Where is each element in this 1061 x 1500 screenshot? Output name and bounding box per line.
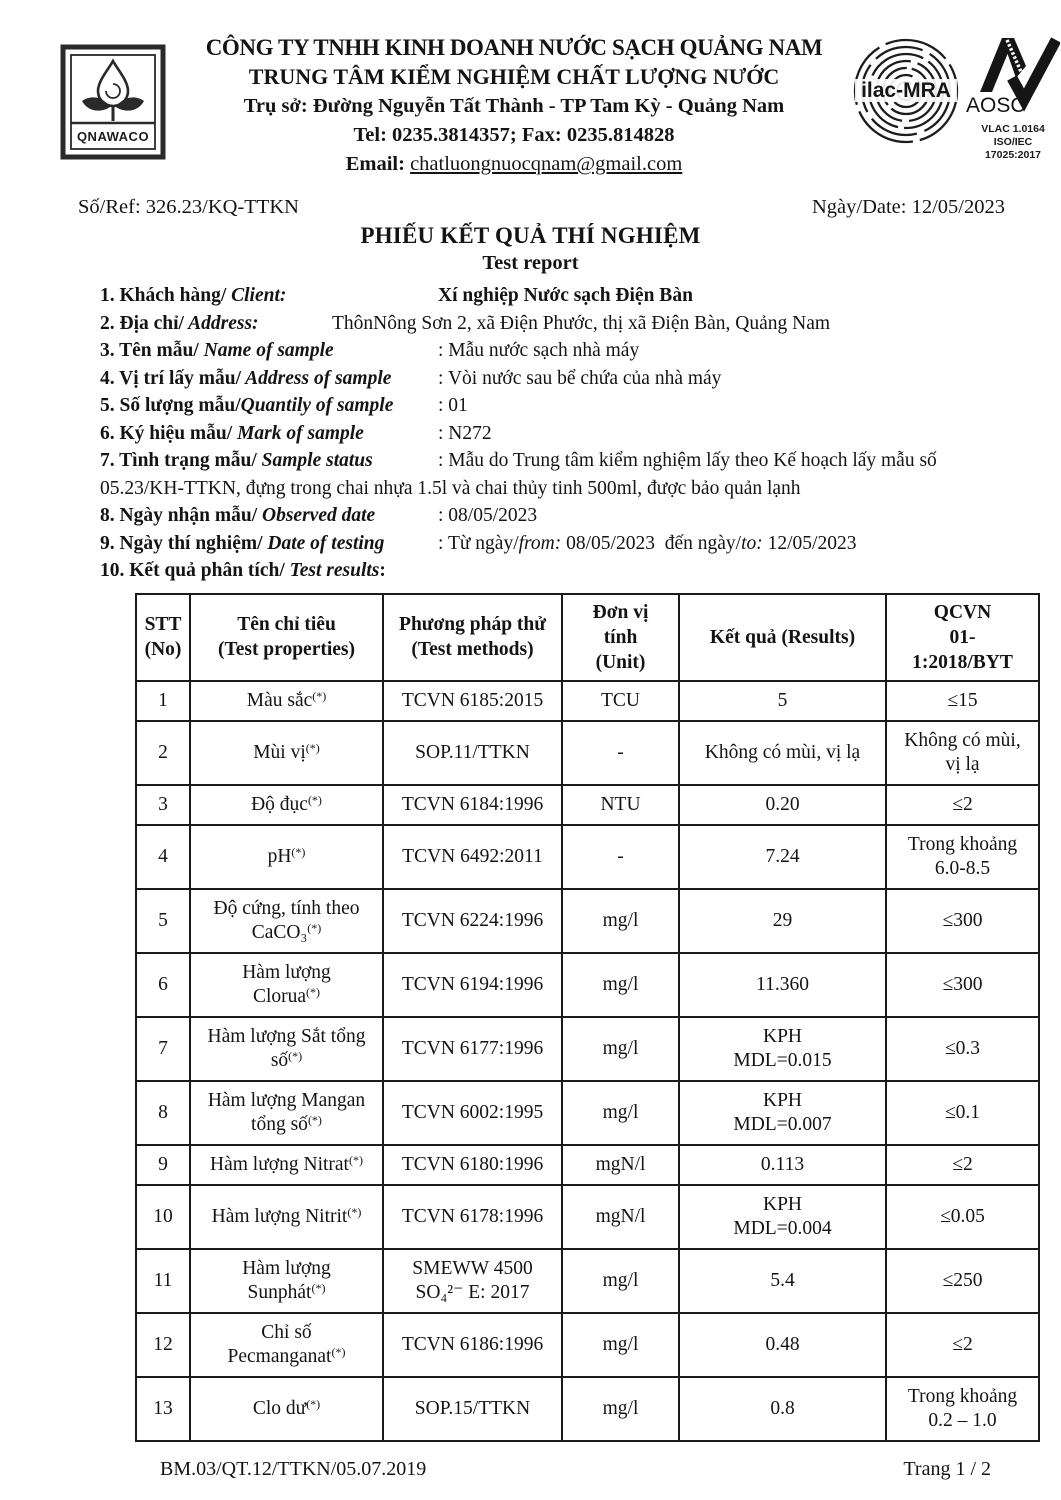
- cell-limit: ≤2: [886, 785, 1039, 825]
- cell-test-property: pH(*): [190, 825, 383, 889]
- cell-result: KPH MDL=0.004: [679, 1185, 886, 1249]
- cell-unit: mg/l: [562, 889, 679, 953]
- col-header-result: Kết quả (Results): [679, 594, 886, 681]
- company-name: CÔNG TY TNHH KINH DOANH NƯỚC SẠCH QUẢNG NAM: [205, 35, 823, 60]
- cell-stt: 5: [136, 889, 190, 953]
- ref-date-row: [0, 182, 1061, 219]
- cell-stt: 7: [136, 1017, 190, 1081]
- field-client: 1. Khách hàng/ Client: Xí nghiệp Nước sạch Điện Bàn: [100, 285, 693, 306]
- ilac-mra-stamp-icon: [851, 36, 961, 148]
- telfax-line: Tel: 0235.3814357; Fax: 0235.814828: [353, 124, 675, 146]
- cell-test-property: Độ đục(*): [190, 785, 383, 825]
- table-row: [136, 889, 1039, 953]
- cell-test-property: Chỉ số Pecmanganat(*): [190, 1313, 383, 1377]
- results-table: [135, 593, 1040, 1442]
- cell-stt: 10: [136, 1185, 190, 1249]
- cell-unit: TCU: [562, 681, 679, 721]
- table-header-row: [136, 594, 1039, 681]
- cell-test-method: SOP.11/TTKN: [383, 721, 562, 785]
- field-observed-date: 8. Ngày nhận mẫu/ Observed date : 08/05/2023: [100, 505, 538, 526]
- cell-limit: ≤15: [886, 681, 1039, 721]
- cell-unit: NTU: [562, 785, 679, 825]
- cell-result: 11.360: [679, 953, 886, 1017]
- cell-unit: mg/l: [562, 1081, 679, 1145]
- form-code: BM.03/QT.12/TTKN/05.07.2019: [160, 1457, 427, 1480]
- cell-stt: 6: [136, 953, 190, 1017]
- cell-test-property: Mùi vị(*): [190, 721, 383, 785]
- center-name: TRUNG TÂM KIỂM NGHIỆM CHẤT LƯỢNG NƯỚC: [248, 64, 780, 89]
- cell-test-method: TCVN 6186:1996: [383, 1313, 562, 1377]
- cell-stt: 8: [136, 1081, 190, 1145]
- field-test-results: 10. Kết quả phân tích/ Test results:: [100, 560, 386, 581]
- cell-test-property: Hàm lượng Nitrit(*): [190, 1185, 383, 1249]
- aosc-logo: [966, 30, 1060, 162]
- cell-limit: Trong khoảng 6.0-8.5: [886, 825, 1039, 889]
- email-line: [183, 150, 845, 179]
- table-row: [136, 1377, 1039, 1441]
- cell-stt: 2: [136, 721, 190, 785]
- letterhead-text: [183, 33, 845, 179]
- cell-test-method: TCVN 6194:1996: [383, 953, 562, 1017]
- col-header-test-method: Phương pháp thử (Test methods): [383, 594, 562, 681]
- field-sample-address: 4. Vị trí lấy mẫu/ Address of sample : Vòi nước sau bể chứa của nhà máy: [100, 367, 722, 389]
- table-row: [136, 1185, 1039, 1249]
- page-number: Trang 1 / 2: [903, 1457, 991, 1480]
- cell-limit: ≤0.05: [886, 1185, 1039, 1249]
- cell-test-method: TCVN 6224:1996: [383, 889, 562, 953]
- cell-limit: ≤2: [886, 1313, 1039, 1377]
- field-sample-quantity: 5. Số lượng mẫu/Quantily of sample : 01: [100, 395, 468, 416]
- qnawaco-logo: [60, 44, 166, 160]
- cell-result: 5.4: [679, 1249, 886, 1313]
- cell-stt: 13: [136, 1377, 190, 1441]
- ref-number: Số/Ref: 326.23/KQ-TTKN: [78, 196, 299, 218]
- cell-result: Không có mùi, vị lạ: [679, 721, 886, 785]
- table-row: [136, 1313, 1039, 1377]
- cell-test-property: Hàm lượng Clorua(*): [190, 953, 383, 1017]
- cell-limit: ≤250: [886, 1249, 1039, 1313]
- leaf-left-icon: [82, 97, 110, 110]
- table-row: [136, 953, 1039, 1017]
- cell-test-method: SMEWW 4500 SO₄²⁻ E: 2017: [383, 1249, 562, 1313]
- cell-result: 0.113: [679, 1145, 886, 1185]
- field-sample-name: 3. Tên mẫu/ Name of sample : Mẫu nước sạch nhà máy: [100, 340, 640, 361]
- cell-test-method: TCVN 6184:1996: [383, 785, 562, 825]
- col-header-unit: Đơn vị tính (Unit): [562, 594, 679, 681]
- cell-limit: ≤0.3: [886, 1017, 1039, 1081]
- iso-standard: ISO/IEC 17025:2017: [984, 136, 1042, 161]
- report-subtitle: Test report: [482, 252, 579, 274]
- cell-limit: Không có mùi, vị lạ: [886, 721, 1039, 785]
- cell-test-property: Độ cứng, tính theo CaCO₃(*): [190, 889, 383, 953]
- cell-test-method: TCVN 6002:1995: [383, 1081, 562, 1145]
- table-row: [136, 825, 1039, 889]
- cell-result: 0.8: [679, 1377, 886, 1441]
- aosc-text: AOSC: [966, 94, 1026, 117]
- cell-limit: ≤0.1: [886, 1081, 1039, 1145]
- cell-result: KPH MDL=0.015: [679, 1017, 886, 1081]
- cell-test-property: Hàm lượng Nitrat(*): [190, 1145, 383, 1185]
- cell-unit: -: [562, 825, 679, 889]
- cell-test-method: TCVN 6177:1996: [383, 1017, 562, 1081]
- cell-test-method: TCVN 6180:1996: [383, 1145, 562, 1185]
- cell-limit: ≤300: [886, 889, 1039, 953]
- table-row: [136, 785, 1039, 825]
- cell-unit: mgN/l: [562, 1185, 679, 1249]
- email-label: Email:: [345, 153, 405, 175]
- cell-stt: 12: [136, 1313, 190, 1377]
- cell-test-method: SOP.15/TTKN: [383, 1377, 562, 1441]
- cell-unit: mg/l: [562, 1377, 679, 1441]
- address-line: Trụ sở: Đường Nguyễn Tất Thành - TP Tam Kỳ - Quảng Nam: [243, 95, 785, 117]
- cell-unit: mg/l: [562, 1313, 679, 1377]
- cell-result: 5: [679, 681, 886, 721]
- logo-text: QNAWACO: [76, 129, 150, 144]
- field-testing-date: 9. Ngày thí nghiệm/ Date of testing : Từ ngày/from: 08/05/2023 đến ngày/to: 12/05/2023: [100, 532, 857, 554]
- table-row: [136, 1145, 1039, 1185]
- aosc-mark-icon: [966, 30, 1060, 118]
- cell-unit: mg/l: [562, 953, 679, 1017]
- cell-unit: -: [562, 721, 679, 785]
- cell-limit: ≤2: [886, 1145, 1039, 1185]
- cell-stt: 11: [136, 1249, 190, 1313]
- field-address: 2. Địa chỉ/ Address: ThônNông Sơn 2, xã Điện Phước, thị xã Điện Bàn, Quảng Nam: [100, 312, 831, 334]
- cell-test-method: TCVN 6492:2011: [383, 825, 562, 889]
- field-sample-status: 7. Tình trạng mẫu/ Sample status : Mẫu do Trung tâm kiểm nghiệm lấy theo Kế hoạch lấy mẫu số 05.23/KH-TTKN, đựng trong chai nhựa 1.5l và chai thủy tinh 500ml, được bảo quản lạnh: [100, 450, 942, 499]
- cell-unit: mg/l: [562, 1249, 679, 1313]
- cell-stt: 4: [136, 825, 190, 889]
- cell-result: KPH MDL=0.007: [679, 1081, 886, 1145]
- table-row: [136, 1017, 1039, 1081]
- cell-test-method: TCVN 6178:1996: [383, 1185, 562, 1249]
- cell-stt: 1: [136, 681, 190, 721]
- vlac-number: VLAC 1.0164: [981, 123, 1045, 135]
- col-header-test-property: Tên chỉ tiêu (Test properties): [190, 594, 383, 681]
- cell-result: 0.48: [679, 1313, 886, 1377]
- table-row: [136, 1249, 1039, 1313]
- cell-unit: mgN/l: [562, 1145, 679, 1185]
- email-address: chatluongnuocqnam@gmail.com: [410, 153, 683, 175]
- page-footer: [160, 1458, 991, 1481]
- results-tbody: [136, 681, 1039, 1441]
- cell-test-property: Hàm lượng Mangan tổng số(*): [190, 1081, 383, 1145]
- cell-result: 29: [679, 889, 886, 953]
- cell-result: 0.20: [679, 785, 886, 825]
- col-header-limit: QCVN 01- 1:2018/BYT: [886, 594, 1039, 681]
- table-row: [136, 681, 1039, 721]
- report-date: Ngày/Date: 12/05/2023: [811, 196, 1005, 218]
- cell-unit: mg/l: [562, 1017, 679, 1081]
- cell-limit: Trong khoảng 0.2 – 1.0: [886, 1377, 1039, 1441]
- ilac-stamp-text: ilac-MRA: [861, 79, 951, 102]
- cell-test-property: Hàm lượng Sunphát(*): [190, 1249, 383, 1313]
- report-fields: [100, 282, 999, 585]
- report-title: PHIẾU KẾT QUẢ THÍ NGHIỆM: [360, 223, 701, 248]
- cell-stt: 9: [136, 1145, 190, 1185]
- table-row: [136, 1081, 1039, 1145]
- table-row: [136, 721, 1039, 785]
- col-header-stt: STT (No): [136, 594, 190, 681]
- letterhead: [0, 0, 1061, 182]
- cell-test-property: Màu sắc(*): [190, 681, 383, 721]
- leaf-right-icon: [116, 97, 144, 110]
- cell-test-property: Hàm lượng Sắt tổng số(*): [190, 1017, 383, 1081]
- cell-limit: ≤300: [886, 953, 1039, 1017]
- cell-stt: 3: [136, 785, 190, 825]
- cell-result: 7.24: [679, 825, 886, 889]
- field-sample-mark: 6. Ký hiệu mẫu/ Mark of sample : N272: [100, 422, 492, 444]
- cell-test-property: Clo dư(*): [190, 1377, 383, 1441]
- cell-test-method: TCVN 6185:2015: [383, 681, 562, 721]
